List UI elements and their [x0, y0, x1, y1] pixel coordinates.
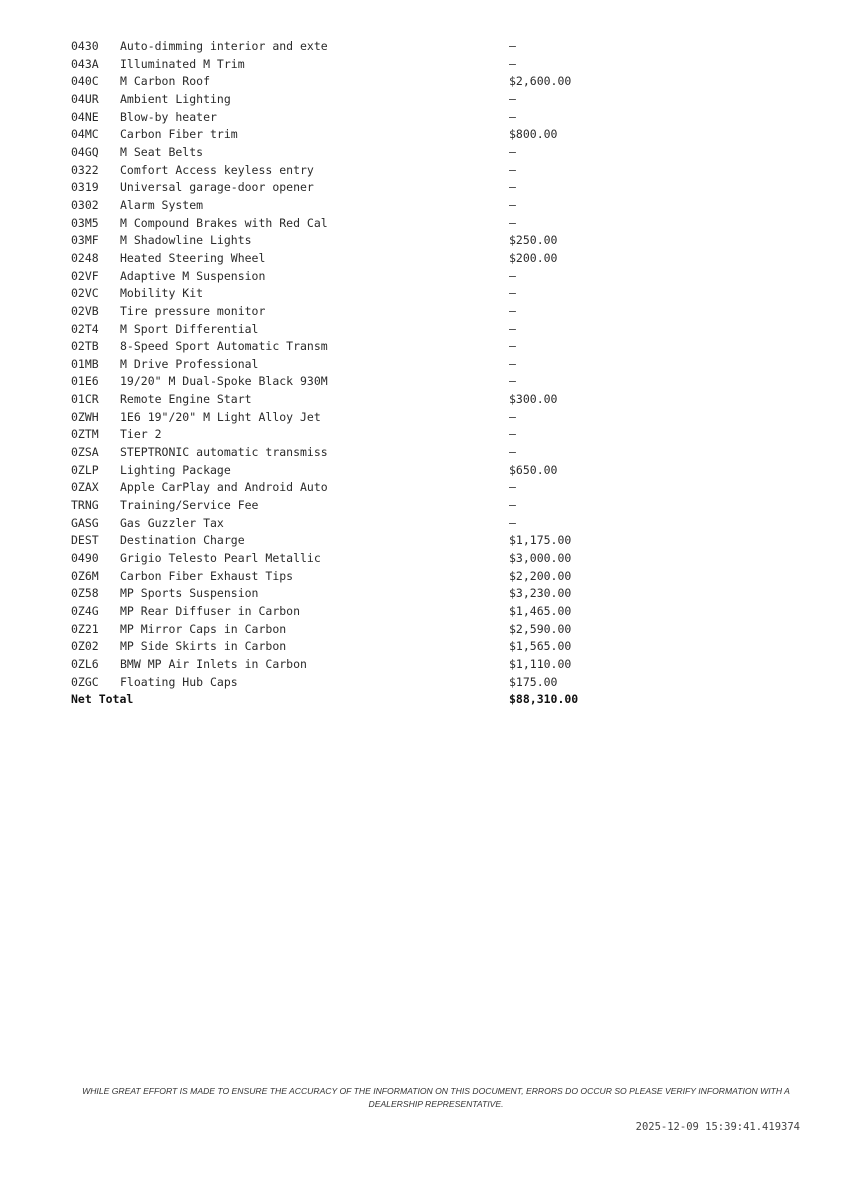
option-code: 0Z02: [71, 639, 99, 654]
option-description: Tier 2: [120, 427, 162, 442]
option-description: Heated Steering Wheel: [120, 250, 266, 265]
option-code: DEST: [71, 533, 99, 548]
net-total-label: Net Total: [71, 692, 134, 707]
disclaimer-text: WHILE GREAT EFFORT IS MADE TO ENSURE THE ACCURACY OF THE INFORMATION ON THIS DOCUMENT, ERRORS DO OCCUR SO PLEASE VERIFY INFORMATION WITH A DEALERSHIP REPRESENTATIVE.: [82, 1086, 790, 1109]
option-code: 0430: [71, 39, 99, 53]
option-code: 04MC: [71, 127, 99, 142]
option-price: $2,600.00: [509, 74, 572, 89]
option-code: 0Z4G: [71, 604, 99, 618]
option-price: —: [509, 268, 516, 283]
option-price: —: [509, 480, 516, 495]
option-code: GASG: [71, 515, 99, 530]
option-price: —: [509, 374, 516, 389]
option-description: Lighting Package: [120, 462, 231, 477]
option-code: 0Z58: [71, 586, 99, 601]
option-code: 03M5: [71, 215, 99, 230]
option-price: $650.00: [509, 462, 558, 477]
option-code: 0ZWH: [71, 409, 99, 424]
option-row: [71, 656, 629, 674]
option-code: 0Z21: [71, 621, 99, 636]
option-row: [71, 250, 629, 268]
option-row: [71, 550, 629, 568]
option-code: 0ZSA: [71, 445, 99, 460]
option-description: Destination Charge: [120, 533, 245, 548]
option-description: Remote Engine Start: [120, 392, 252, 407]
option-price: —: [509, 427, 516, 442]
option-price: —: [509, 356, 516, 371]
document-timestamp: 2025-12-09 15:39:41.419374: [635, 1121, 800, 1133]
option-row: [71, 515, 629, 533]
option-row: [71, 426, 629, 444]
option-price: $2,590.00: [509, 621, 572, 636]
option-price: $1,565.00: [509, 639, 572, 654]
option-code: 02VB: [71, 303, 99, 318]
option-price: $3,230.00: [509, 586, 572, 601]
option-price: —: [509, 39, 516, 53]
option-code: 02T4: [71, 321, 99, 336]
option-price: —: [509, 339, 516, 354]
option-row: [71, 56, 629, 74]
option-row: [71, 197, 629, 215]
option-description: M Carbon Roof: [120, 74, 211, 89]
option-row: [71, 144, 629, 162]
option-description: 8-Speed Sport Automatic Transm: [120, 339, 328, 354]
option-code: 0ZAX: [71, 480, 99, 495]
option-price: —: [509, 91, 516, 106]
option-row: [71, 268, 629, 286]
option-price: $2,200.00: [509, 568, 572, 583]
option-code: 0ZGC: [71, 674, 99, 689]
option-price: $800.00: [509, 127, 558, 142]
option-description: Training/Service Fee: [120, 498, 259, 513]
option-row: [71, 126, 629, 144]
option-description: M Shadowline Lights: [120, 233, 252, 248]
option-description: MP Rear Diffuser in Carbon: [120, 604, 301, 618]
option-price: —: [509, 162, 516, 177]
option-price: —: [509, 56, 516, 71]
option-description: Carbon Fiber Exhaust Tips: [120, 568, 294, 583]
option-description: Ambient Lighting: [120, 91, 231, 106]
option-row: [71, 38, 629, 56]
option-row: [71, 585, 629, 603]
option-code: 04GQ: [71, 144, 99, 159]
option-description: M Sport Differential: [120, 321, 259, 336]
option-code: TRNG: [71, 498, 99, 513]
option-price: $1,110.00: [509, 656, 572, 671]
option-code: 04UR: [71, 91, 99, 106]
option-description: Gas Guzzler Tax: [120, 515, 224, 530]
option-description: Apple CarPlay and Android Auto: [120, 480, 328, 495]
option-row: [71, 497, 629, 515]
net-total-row: [71, 691, 629, 709]
option-description: MP Sports Suspension: [120, 586, 259, 601]
option-code: 0490: [71, 551, 99, 566]
option-row: [71, 373, 629, 391]
option-code: 02VF: [71, 268, 99, 283]
option-description: Adaptive M Suspension: [120, 268, 266, 283]
option-row: [71, 91, 629, 109]
option-price: —: [509, 321, 516, 336]
option-price: $175.00: [509, 674, 558, 689]
option-row: [71, 621, 629, 639]
option-code: 0302: [71, 197, 99, 212]
option-row: [71, 285, 629, 303]
option-row: [71, 179, 629, 197]
option-row: [71, 638, 629, 656]
option-row: [71, 321, 629, 339]
option-row: [71, 232, 629, 250]
option-description: M Compound Brakes with Red Cal: [120, 215, 328, 230]
option-row: [71, 73, 629, 91]
option-row: [71, 109, 629, 127]
option-description: STEPTRONIC automatic transmiss: [120, 445, 328, 460]
option-price: —: [509, 303, 516, 318]
option-description: Auto-dimming interior and exte: [120, 39, 328, 53]
option-row: [71, 391, 629, 409]
option-description: Universal garage-door opener: [120, 180, 314, 195]
option-code: 03MF: [71, 233, 99, 248]
option-row: [71, 444, 629, 462]
option-description: Tire pressure monitor: [120, 303, 266, 318]
option-description: Carbon Fiber trim: [120, 127, 238, 142]
option-price: —: [509, 144, 516, 159]
option-price: —: [509, 109, 516, 124]
option-price: —: [509, 445, 516, 460]
option-description: Blow-by heater: [120, 109, 217, 124]
option-code: 01MB: [71, 356, 99, 371]
option-price: —: [509, 498, 516, 513]
option-row: [71, 215, 629, 233]
option-price: $1,175.00: [509, 533, 572, 548]
option-row: [71, 303, 629, 321]
option-row: [71, 674, 629, 692]
option-price: $300.00: [509, 392, 558, 407]
option-description: 19/20" M Dual-Spoke Black 930M: [120, 374, 328, 389]
option-code: 0ZTM: [71, 427, 99, 442]
option-row: [71, 603, 629, 621]
option-row: [71, 462, 629, 480]
option-code: 0ZLP: [71, 462, 99, 477]
option-code: 0ZL6: [71, 656, 99, 671]
option-code: 01CR: [71, 392, 99, 407]
option-code: 043A: [71, 56, 99, 71]
option-description: BMW MP Air Inlets in Carbon: [120, 656, 307, 671]
option-price: $250.00: [509, 233, 558, 248]
option-description: MP Side Skirts in Carbon: [120, 639, 287, 654]
option-code: 02TB: [71, 339, 99, 354]
option-description: 1E6 19"/20" M Light Alloy Jet: [120, 409, 321, 424]
option-code: 0322: [71, 162, 99, 177]
option-price: $1,465.00: [509, 604, 572, 618]
option-code: 04NE: [71, 109, 99, 124]
option-price: —: [509, 515, 516, 530]
option-description: M Drive Professional: [120, 356, 259, 371]
option-description: Mobility Kit: [120, 286, 204, 301]
option-price: $3,000.00: [509, 551, 572, 566]
option-code: 040C: [71, 74, 99, 89]
option-row: [71, 338, 629, 356]
option-row: [71, 356, 629, 374]
option-price: —: [509, 286, 516, 301]
option-description: Floating Hub Caps: [120, 674, 238, 689]
options-table-body: [71, 38, 629, 691]
net-total-amount: $88,310.00: [509, 692, 579, 707]
option-code: 0319: [71, 180, 99, 195]
option-description: Grigio Telesto Pearl Metallic: [120, 551, 321, 566]
option-code: 0Z6M: [71, 568, 99, 583]
option-description: MP Mirror Caps in Carbon: [120, 621, 287, 636]
option-row: [71, 532, 629, 550]
option-code: 01E6: [71, 374, 99, 389]
option-row: [71, 568, 629, 586]
option-description: Alarm System: [120, 197, 204, 212]
option-price: —: [509, 215, 516, 230]
options-table: [71, 38, 629, 709]
option-price: —: [509, 197, 516, 212]
option-code: 0248: [71, 250, 99, 265]
option-price: —: [509, 180, 516, 195]
option-code: 02VC: [71, 286, 99, 301]
option-description: Illuminated M Trim: [120, 56, 245, 71]
option-row: [71, 162, 629, 180]
option-price: —: [509, 409, 516, 424]
option-row: [71, 409, 629, 427]
option-description: Comfort Access keyless entry: [120, 162, 314, 177]
option-price: $200.00: [509, 250, 558, 265]
option-row: [71, 479, 629, 497]
option-description: M Seat Belts: [120, 144, 204, 159]
